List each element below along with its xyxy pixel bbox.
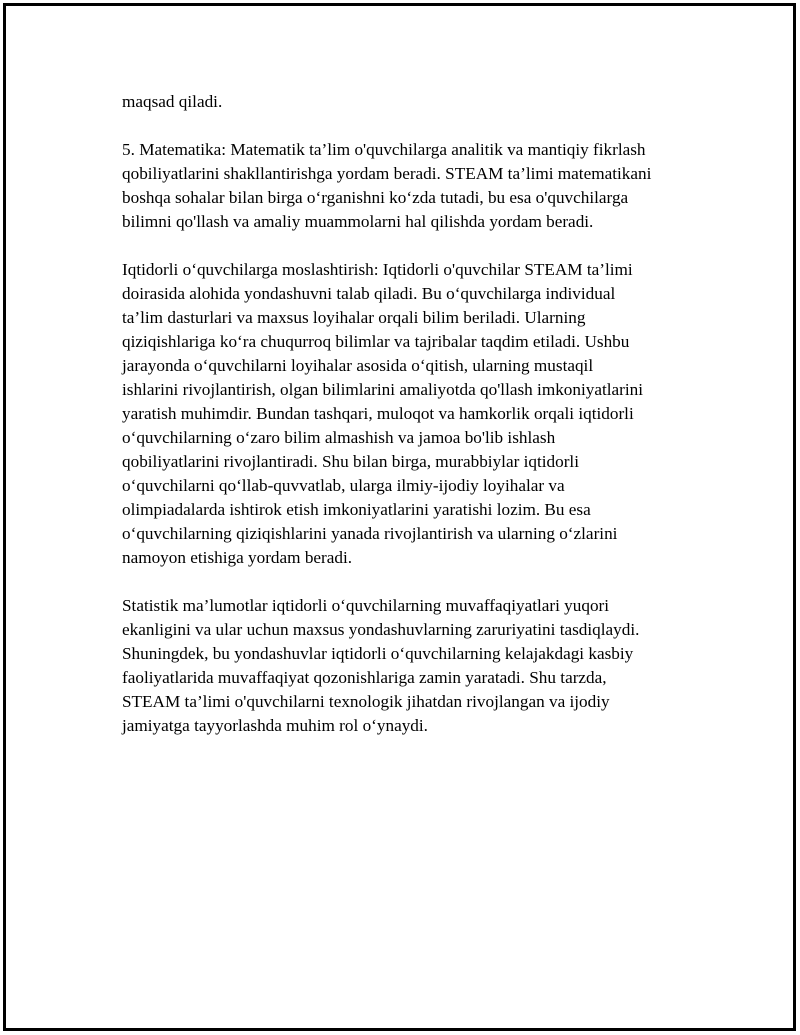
paragraph-continuation bbox=[122, 90, 702, 114]
text-line: yaratish muhimdir. Bundan tashqari, muloqot va hamkorlik orqali iqtidorli bbox=[122, 404, 634, 423]
paragraph-statistics bbox=[122, 594, 702, 738]
text-line: doirasida alohida yondashuvni talab qiladi. Bu o‘quvchilarga individual bbox=[122, 284, 616, 303]
text-line: qobiliyatlarini shakllantirishga yordam beradi. STEAM ta’limi matematikani bbox=[122, 164, 652, 183]
text-line: qiziqishlariga ko‘ra chuqurroq bilimlar va tajribalar taqdim etiladi. Ushbu bbox=[122, 332, 630, 351]
text-line: maqsad qiladi. bbox=[122, 92, 223, 111]
text-line: olimpiadalarda ishtirok etish imkoniyatlarini yaratishi lozim. Bu esa bbox=[122, 500, 591, 519]
text-line: 5. Matematika: Matematik ta’lim o'quvchilarga analitik va mantiqiy fikrlash bbox=[122, 140, 646, 159]
text-line: ishlarini rivojlantirish, olgan bilimlarini amaliyotda qo'llash imkoniyatlarini bbox=[122, 380, 644, 399]
text-line: boshqa sohalar bilan birga o‘rganishni ko‘zda tutadi, bu esa o'quvchilarga bbox=[122, 188, 629, 207]
text-line: ekanligini va ular uchun maxsus yondashuvlarning zaruriyatini tasdiqlaydi. bbox=[122, 620, 640, 639]
text-line: namoyon etishiga yordam beradi. bbox=[122, 548, 353, 567]
text-line: o‘quvchilarning qiziqishlarini yanada rivojlantirish va ularning o‘zlarini bbox=[122, 524, 618, 543]
text-line: Statistik ma’lumotlar iqtidorli o‘quvchilarning muvaffaqiyatlari yuqori bbox=[122, 596, 610, 615]
text-line: STEAM ta’limi o'quvchilarni texnologik jihatdan rivojlangan va ijodiy bbox=[122, 692, 610, 711]
text-line: jamiyatga tayyorlashda muhim rol o‘ynaydi. bbox=[122, 716, 428, 735]
text-line: qobiliyatlarini rivojlantiradi. Shu bilan birga, murabbiylar iqtidorli bbox=[122, 452, 579, 471]
text-line: ta’lim dasturlari va maxsus loyihalar orqali bilim beriladi. Ularning bbox=[122, 308, 586, 327]
page-frame bbox=[3, 3, 796, 1031]
text-line: o‘quvchilarning o‘zaro bilim almashish va jamoa bo'lib ishlash bbox=[122, 428, 556, 447]
paragraph-mathematics bbox=[122, 138, 702, 234]
text-line: faoliyatlarida muvaffaqiyat qozonishlariga zamin yaratadi. Shu tarzda, bbox=[122, 668, 607, 687]
document-body bbox=[122, 90, 702, 762]
text-line: bilimni qo'llash va amaliy muammolarni hal qilishda yordam beradi. bbox=[122, 212, 594, 231]
text-line: o‘quvchilarni qo‘llab-quvvatlab, ularga ilmiy-ijodiy loyihalar va bbox=[122, 476, 565, 495]
text-line: Shuningdek, bu yondashuvlar iqtidorli o‘quvchilarning kelajakdagi kasbiy bbox=[122, 644, 634, 663]
text-line: jarayonda o‘quvchilarni loyihalar asosida o‘qitish, ularning mustaqil bbox=[122, 356, 594, 375]
paragraph-gifted-students bbox=[122, 258, 702, 570]
text-line: Iqtidorli o‘quvchilarga moslashtirish: Iqtidorli o'quvchilar STEAM ta’limi bbox=[122, 260, 633, 279]
